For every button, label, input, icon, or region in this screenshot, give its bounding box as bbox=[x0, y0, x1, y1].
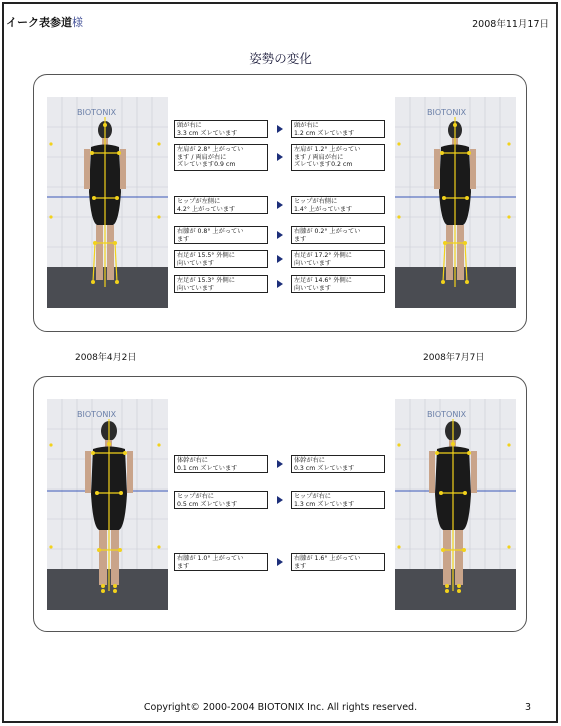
honorific: 様 bbox=[72, 16, 83, 29]
client-name bbox=[6, 14, 83, 30]
back-after-note-knee: 右膝が 1.6° 上がってい ます bbox=[291, 553, 385, 571]
front-before-note-head: 頭が右に 3.3 cm ズレています bbox=[174, 120, 268, 138]
client-name-text: イーク表参道 bbox=[6, 16, 72, 29]
report-date: 2008年11月17日 bbox=[472, 19, 549, 30]
front-before-note-left-foot: 左足が 15.3° 外側に 向いています bbox=[174, 275, 268, 293]
front-after-note-hip: ヒップが右側に 1.4° 上がっています bbox=[291, 196, 385, 214]
front-before-note-hip: ヒップが左側に 4.2° 上がっています bbox=[174, 196, 268, 214]
back-after-note-hip: ヒップが右に 1.3 cm ズレています bbox=[291, 491, 385, 509]
page-number: 3 bbox=[524, 702, 531, 713]
front-after-note-right-foot: 右足が 17.2° 外側に 向いています bbox=[291, 250, 385, 268]
change-arrow-icon bbox=[277, 460, 283, 468]
front-before-note-knee: 右膝が 0.8° 上がってい ます bbox=[174, 226, 268, 244]
back-after-photo bbox=[395, 399, 516, 610]
back-before-logo: BIOTONIX bbox=[77, 410, 117, 419]
front-after-logo: BIOTONIX bbox=[427, 108, 467, 117]
page-title: 姿勢の変化 bbox=[249, 51, 312, 66]
change-arrow-icon bbox=[277, 231, 283, 239]
change-arrow-icon bbox=[277, 255, 283, 263]
change-arrow-icon bbox=[277, 280, 283, 288]
front-after-note-knee: 右膝が 0.2° 上がってい ます bbox=[291, 226, 385, 244]
change-arrow-icon bbox=[277, 496, 283, 504]
back-before-note-hip: ヒップが右に 0.5 cm ズレています bbox=[174, 491, 268, 509]
date-before: 2008年4月2日 bbox=[75, 353, 137, 363]
change-arrow-icon bbox=[277, 125, 283, 133]
front-before-note-shoulder: 左肩が 2.8° 上がってい ます / 両肩が右に ズレています0.9 cm bbox=[174, 144, 268, 171]
back-before-note-knee: 右膝が 1.0° 上がってい ます bbox=[174, 553, 268, 571]
back-before-note-trunk: 体幹が右に 0.1 cm ズレています bbox=[174, 455, 268, 473]
back-after-note-trunk: 体幹が右に 0.3 cm ズレています bbox=[291, 455, 385, 473]
date-after: 2008年7月7日 bbox=[423, 353, 485, 363]
front-before-logo: BIOTONIX bbox=[77, 108, 117, 117]
copyright-footer: Copyright© 2000-2004 BIOTONIX Inc. All rights reserved. bbox=[143, 702, 418, 713]
front-after-note-left-foot: 左足が 14.6° 外側に 向いています bbox=[291, 275, 385, 293]
back-before-photo bbox=[47, 399, 168, 610]
front-after-note-shoulder: 左肩が 1.2° 上がってい ます / 両肩が右に ズレています0.2 cm bbox=[291, 144, 385, 171]
back-after-logo: BIOTONIX bbox=[427, 410, 467, 419]
front-before-photo bbox=[47, 97, 168, 308]
change-arrow-icon bbox=[277, 153, 283, 161]
front-after-photo bbox=[395, 97, 516, 308]
front-after-note-head: 頭が右に 1.2 cm ズレています bbox=[291, 120, 385, 138]
front-before-note-right-foot: 右足が 15.5° 外側に 向いています bbox=[174, 250, 268, 268]
change-arrow-icon bbox=[277, 558, 283, 566]
change-arrow-icon bbox=[277, 201, 283, 209]
